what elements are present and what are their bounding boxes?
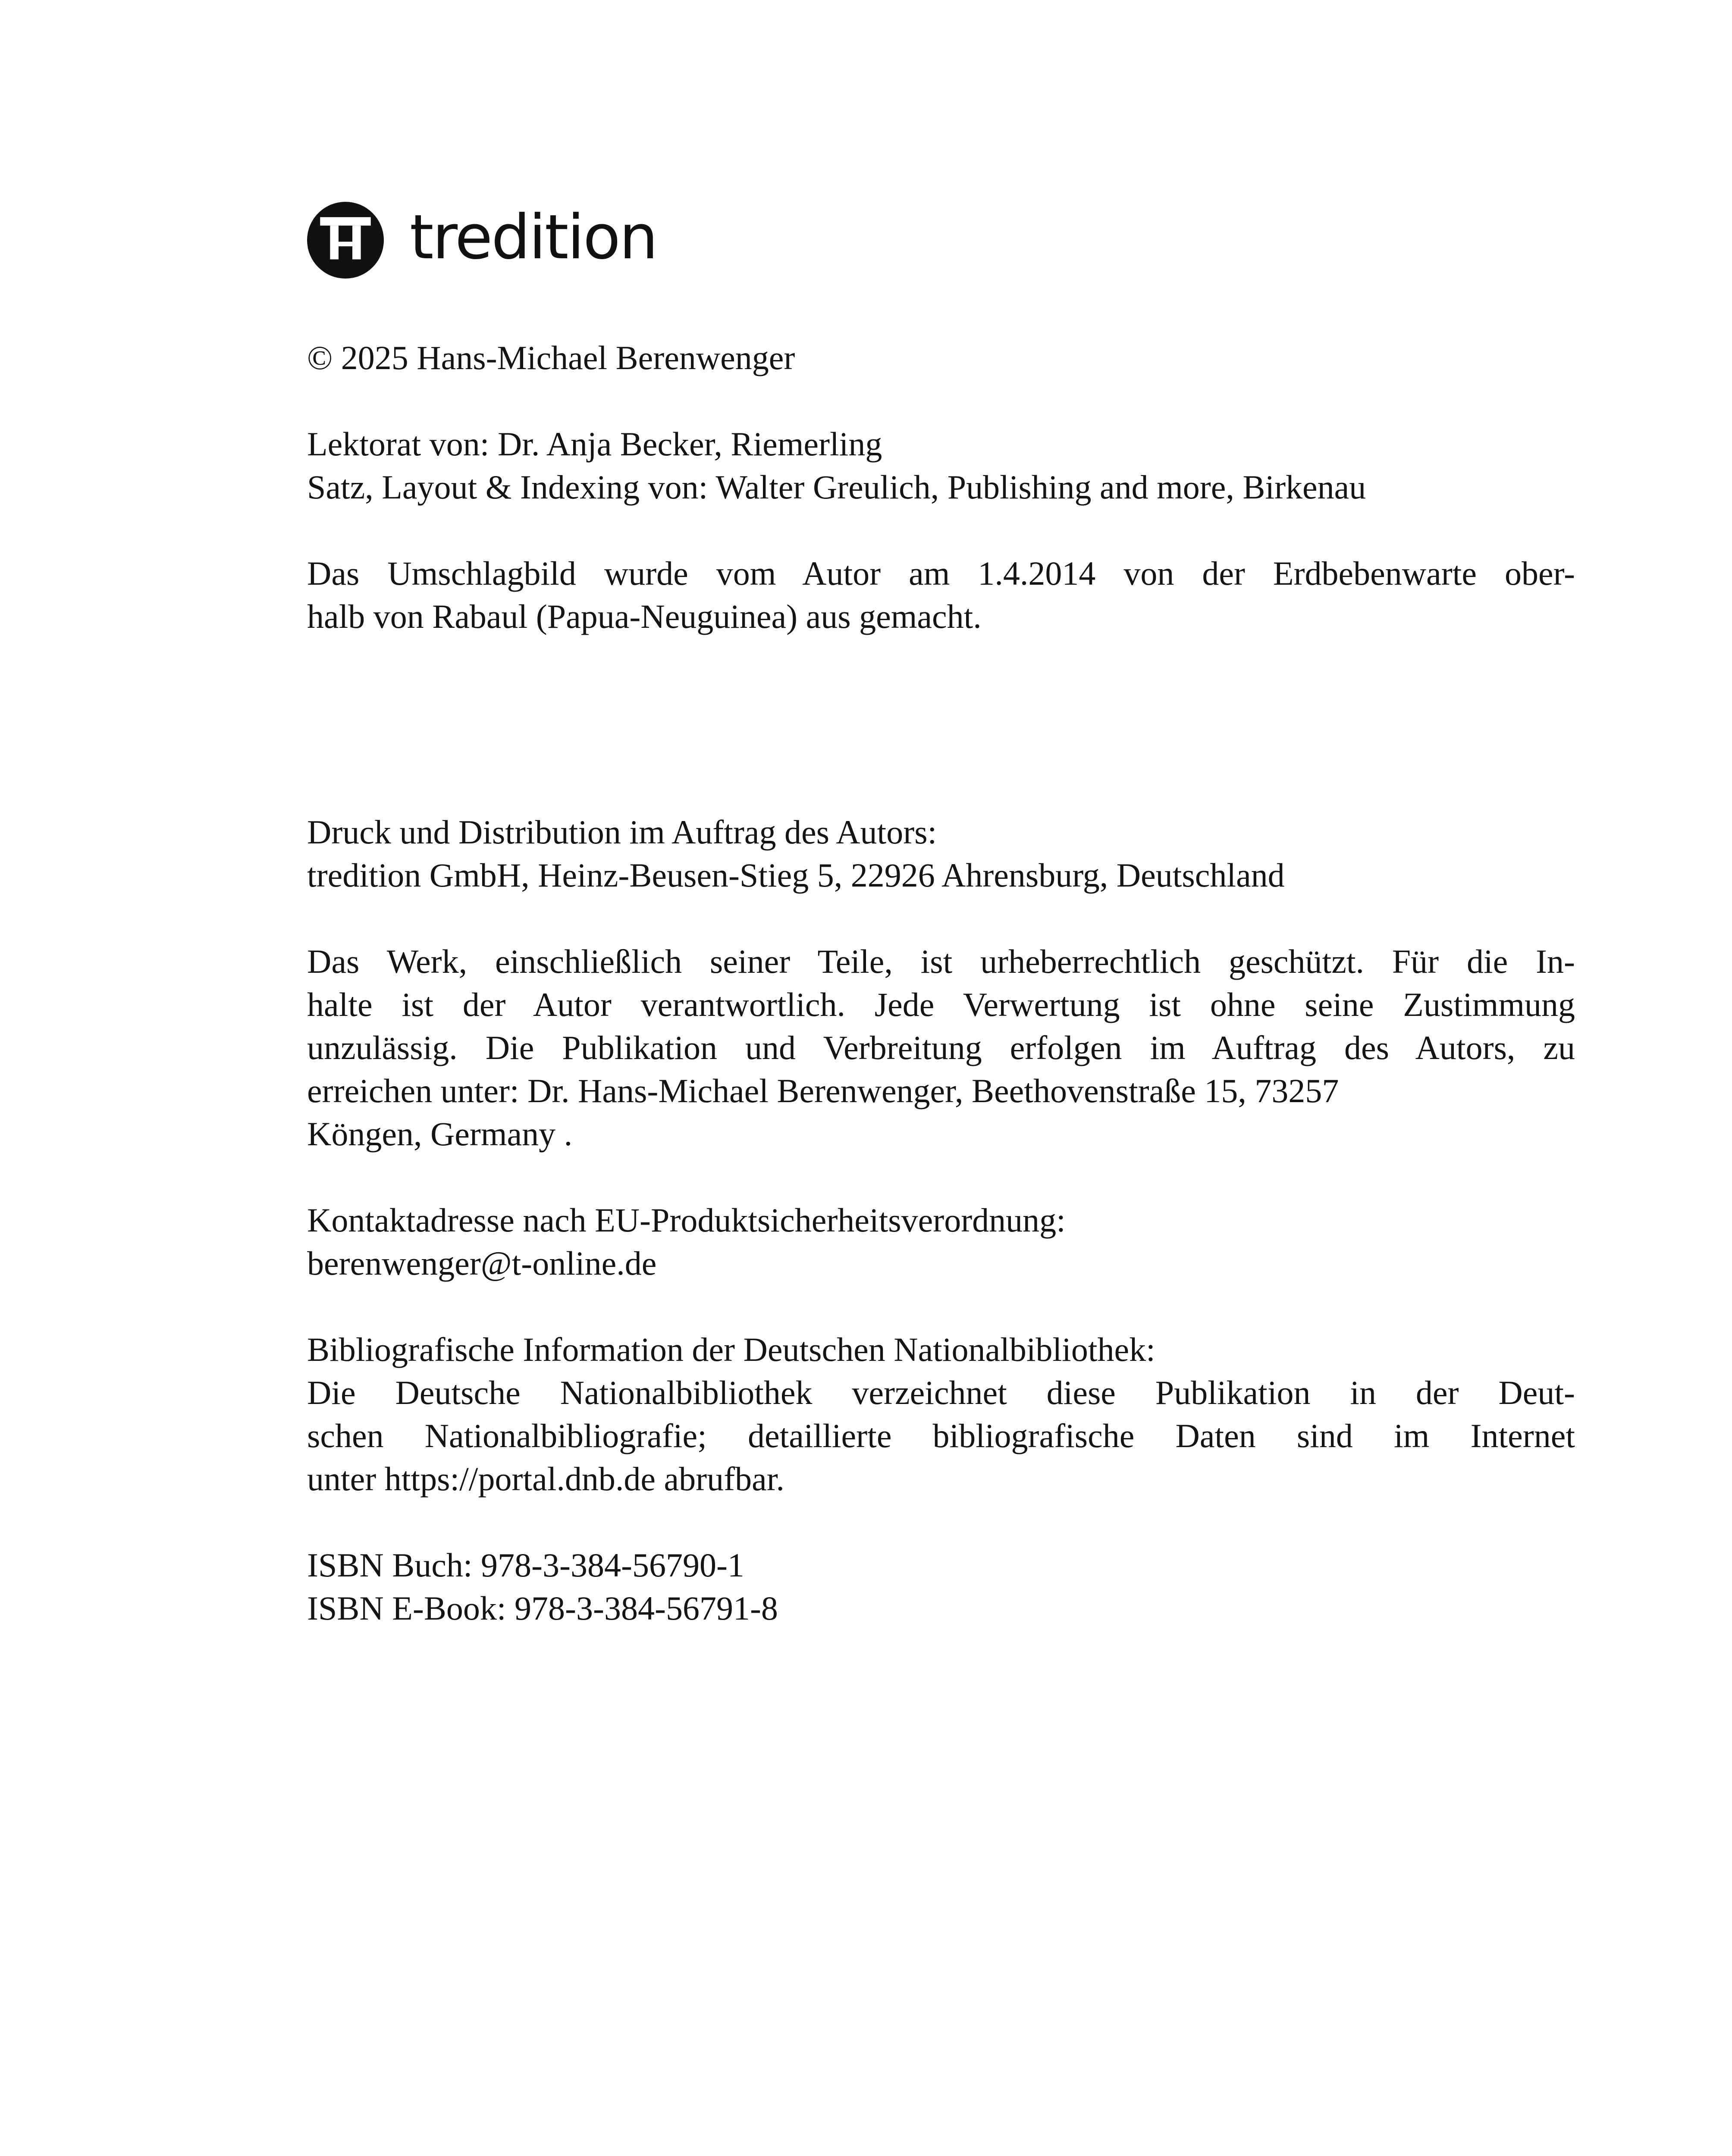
editor-credit: Lektorat von: Dr. Anja Becker, Riemerling bbox=[307, 425, 882, 463]
rights-line: unzulässig. Die Publikation und Verbreitung erfolgen im Auftrag des Autors, zu bbox=[307, 1029, 1575, 1066]
distribution-heading: Druck und Distribution im Auftrag des Autors: bbox=[307, 813, 937, 851]
rights-block bbox=[307, 940, 1575, 1156]
contact-block bbox=[307, 1199, 1575, 1285]
isbn-block bbox=[307, 1544, 1575, 1630]
cover-note bbox=[307, 552, 1575, 638]
distribution-block bbox=[307, 811, 1575, 897]
isbn-print: ISBN Buch: 978-3-384-56790-1 bbox=[307, 1546, 744, 1584]
rights-line: halte ist der Autor verantwortlich. Jede Verwertung ist ohne seine Zustimmung bbox=[307, 986, 1575, 1023]
bibliography-heading: Bibliografische Information der Deutschen Nationalbibliothek: bbox=[307, 1331, 1155, 1368]
layout-credit: Satz, Layout & Indexing von: Walter Greulich, Publishing and more, Birkenau bbox=[307, 468, 1366, 506]
copyright-notice bbox=[307, 336, 1575, 379]
credits-block bbox=[307, 423, 1575, 509]
cover-note-line: Das Umschlagbild wurde vom Autor am 1.4.2014 von der Erdbebenwarte ober- bbox=[307, 555, 1575, 592]
cover-note-line: halb von Rabaul (Papua-Neuguinea) aus gemacht. bbox=[307, 598, 982, 635]
contact-email: berenwenger@t-online.de bbox=[307, 1244, 657, 1282]
isbn-ebook: ISBN E-Book: 978-3-384-56791-8 bbox=[307, 1589, 778, 1627]
bibliography-line: Die Deutsche Nationalbibliothek verzeichnet diese Publikation in der Deut- bbox=[307, 1374, 1575, 1411]
bibliography-line: unter https://portal.dnb.de abrufbar. bbox=[307, 1460, 784, 1498]
logo-wordmark: tredition bbox=[410, 202, 657, 273]
copyright-line: © 2025 Hans-Michael Berenwenger bbox=[307, 339, 795, 376]
rights-line: erreichen unter: Dr. Hans-Michael Berenwenger, Beethovenstraße 15, 73257 bbox=[307, 1072, 1339, 1109]
bibliography-block bbox=[307, 1328, 1575, 1501]
rights-line: Das Werk, einschließlich seiner Teile, ist urheberrechtlich geschützt. Für die In- bbox=[307, 943, 1575, 980]
contact-heading: Kontaktadresse nach EU-Produktsicherheitsverordnung: bbox=[307, 1201, 1066, 1239]
rights-line: Köngen, Germany . bbox=[307, 1115, 573, 1153]
distribution-address: tredition GmbH, Heinz-Beusen-Stieg 5, 22926 Ahrensburg, Deutschland bbox=[307, 856, 1285, 894]
publisher-logo bbox=[307, 202, 657, 279]
tredition-logo-icon bbox=[307, 202, 384, 279]
bibliography-line: schen Nationalbibliografie; detaillierte bibliografische Daten sind im Internet bbox=[307, 1417, 1575, 1454]
